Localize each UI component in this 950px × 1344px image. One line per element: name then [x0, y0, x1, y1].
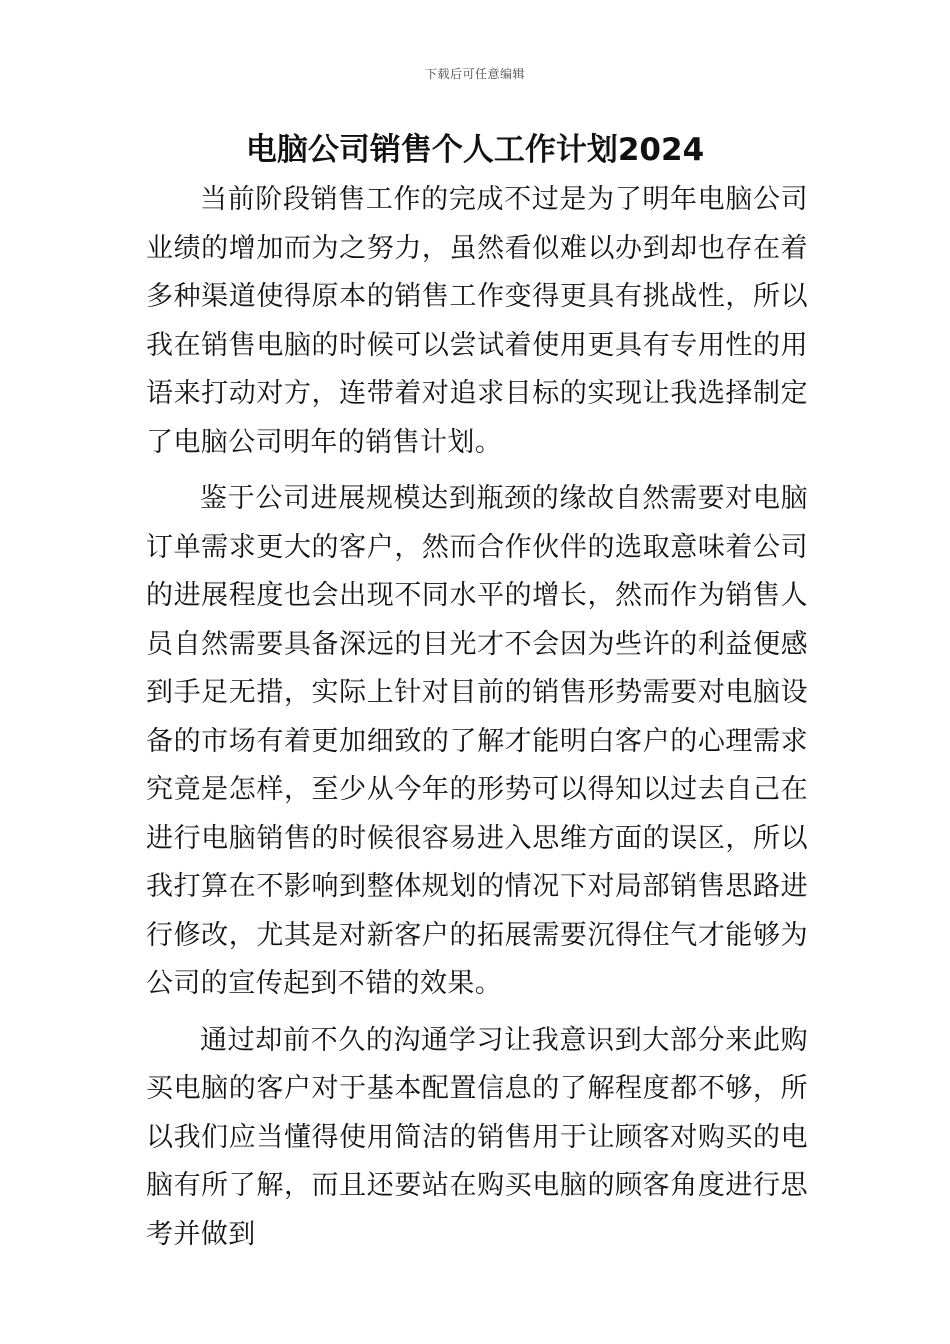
- document-body: [146, 176, 808, 1267]
- paragraph-3: 通过却前不久的沟通学习让我意识到大部分来此购买电脑的客户对于基本配置信息的了解程度都不够，所以我们应当懂得使用简洁的销售用于让顾客对购买的电脑有所了解，而且还要站在购买电脑的顾客角度进行思考并做到: [146, 1024, 808, 1250]
- document-title: 电脑公司销售个人工作计划2024: [245, 132, 705, 168]
- paragraph-2: 鉴于公司进展规模达到瓶颈的缘故自然需要对电脑订单需求更大的客户，然而合作伙伴的选取意味着公司的进展程度也会出现不同水平的增长，然而作为销售人员自然需要具备深远的目光才不会因为些许的利益便感到手足无措，实际上针对目前的销售形势需要对电脑设备的市场有着更加细致的了解才能明白客户的心理需求究竟是怎样，至少从今年的形势可以得知以过去自己在进行电脑销售的时候很容易进入思维方面的误区，所以我打算在不影响到整体规划的情况下对局部销售思路进行修改，尤其是对新客户的拓展需要沉得住气才能够为公司的宣传起到不错的效果。: [146, 483, 808, 999]
- header-note: 下载后可任意编辑: [424, 67, 525, 81]
- paragraph-1: 当前阶段销售工作的完成不过是为了明年电脑公司业绩的增加而为之努力，虽然看似难以办到却也存在着多种渠道使得原本的销售工作变得更具有挑战性，所以我在销售电脑的时候可以尝试着使用更具有专用性的用语来打动对方，连带着对追求目标的实现让我选择制定了电脑公司明年的销售计划。: [146, 184, 808, 458]
